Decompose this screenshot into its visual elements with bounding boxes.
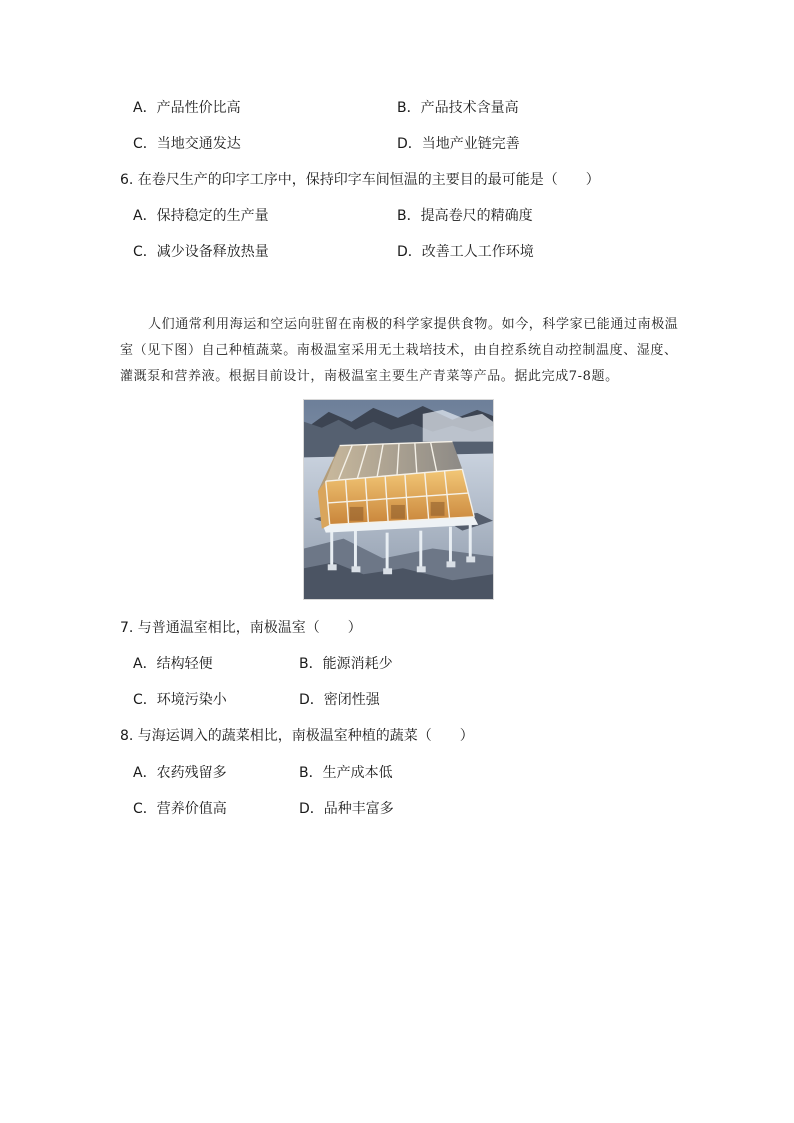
q8-option-d: D．品种丰富多 xyxy=(299,801,394,817)
q5-option-a: A．产品性价比高 xyxy=(133,100,241,116)
q7-option-a: A．结构轻便 xyxy=(133,656,213,672)
q6-option-b: B．提高卷尺的精确度 xyxy=(397,208,533,224)
q7-option-d: D．密闭性强 xyxy=(299,692,380,708)
greenhouse-illustration xyxy=(304,400,493,599)
q5-option-c: C．当地交通发达 xyxy=(133,136,241,152)
q5-option-b: B．产品技术含量高 xyxy=(397,100,519,116)
q8-stem: 8. 与海运调入的蔬菜相比，南极温室种植的蔬菜（ ） xyxy=(120,728,474,744)
q6-option-a: A．保持稳定的生产量 xyxy=(133,208,269,224)
q8-option-b: B．生产成本低 xyxy=(299,765,393,781)
q8-option-c: C．营养价值高 xyxy=(133,801,227,817)
q6-option-d: D．改善工人工作环境 xyxy=(397,244,534,260)
q6-option-c: C．减少设备释放热量 xyxy=(133,244,269,260)
q5-option-d: D．当地产业链完善 xyxy=(397,136,520,152)
q6-stem: 6. 在卷尺生产的印字工序中，保持印字车间恒温的主要目的最可能是（ ） xyxy=(120,172,600,188)
q7-option-b: B．能源消耗少 xyxy=(299,656,393,672)
reading-passage: 人们通常利用海运和空运向驻留在南极的科学家提供食物。如今，科学家已能通过南极温室（见下图）自己种植蔬菜。南极温室采用无土栽培技术，由自控系统自动控制温度、湿度、灌溉泵和营养液。根据目前设计，南极温室主要生产青菜等产品。据此完成7-8题。 xyxy=(120,317,679,384)
q7-stem: 7. 与普通温室相比，南极温室（ ） xyxy=(120,620,362,636)
q7-option-c: C．环境污染小 xyxy=(133,692,227,708)
antarctic-greenhouse-photo xyxy=(303,399,494,600)
q8-option-a: A．农药残留多 xyxy=(133,765,227,781)
